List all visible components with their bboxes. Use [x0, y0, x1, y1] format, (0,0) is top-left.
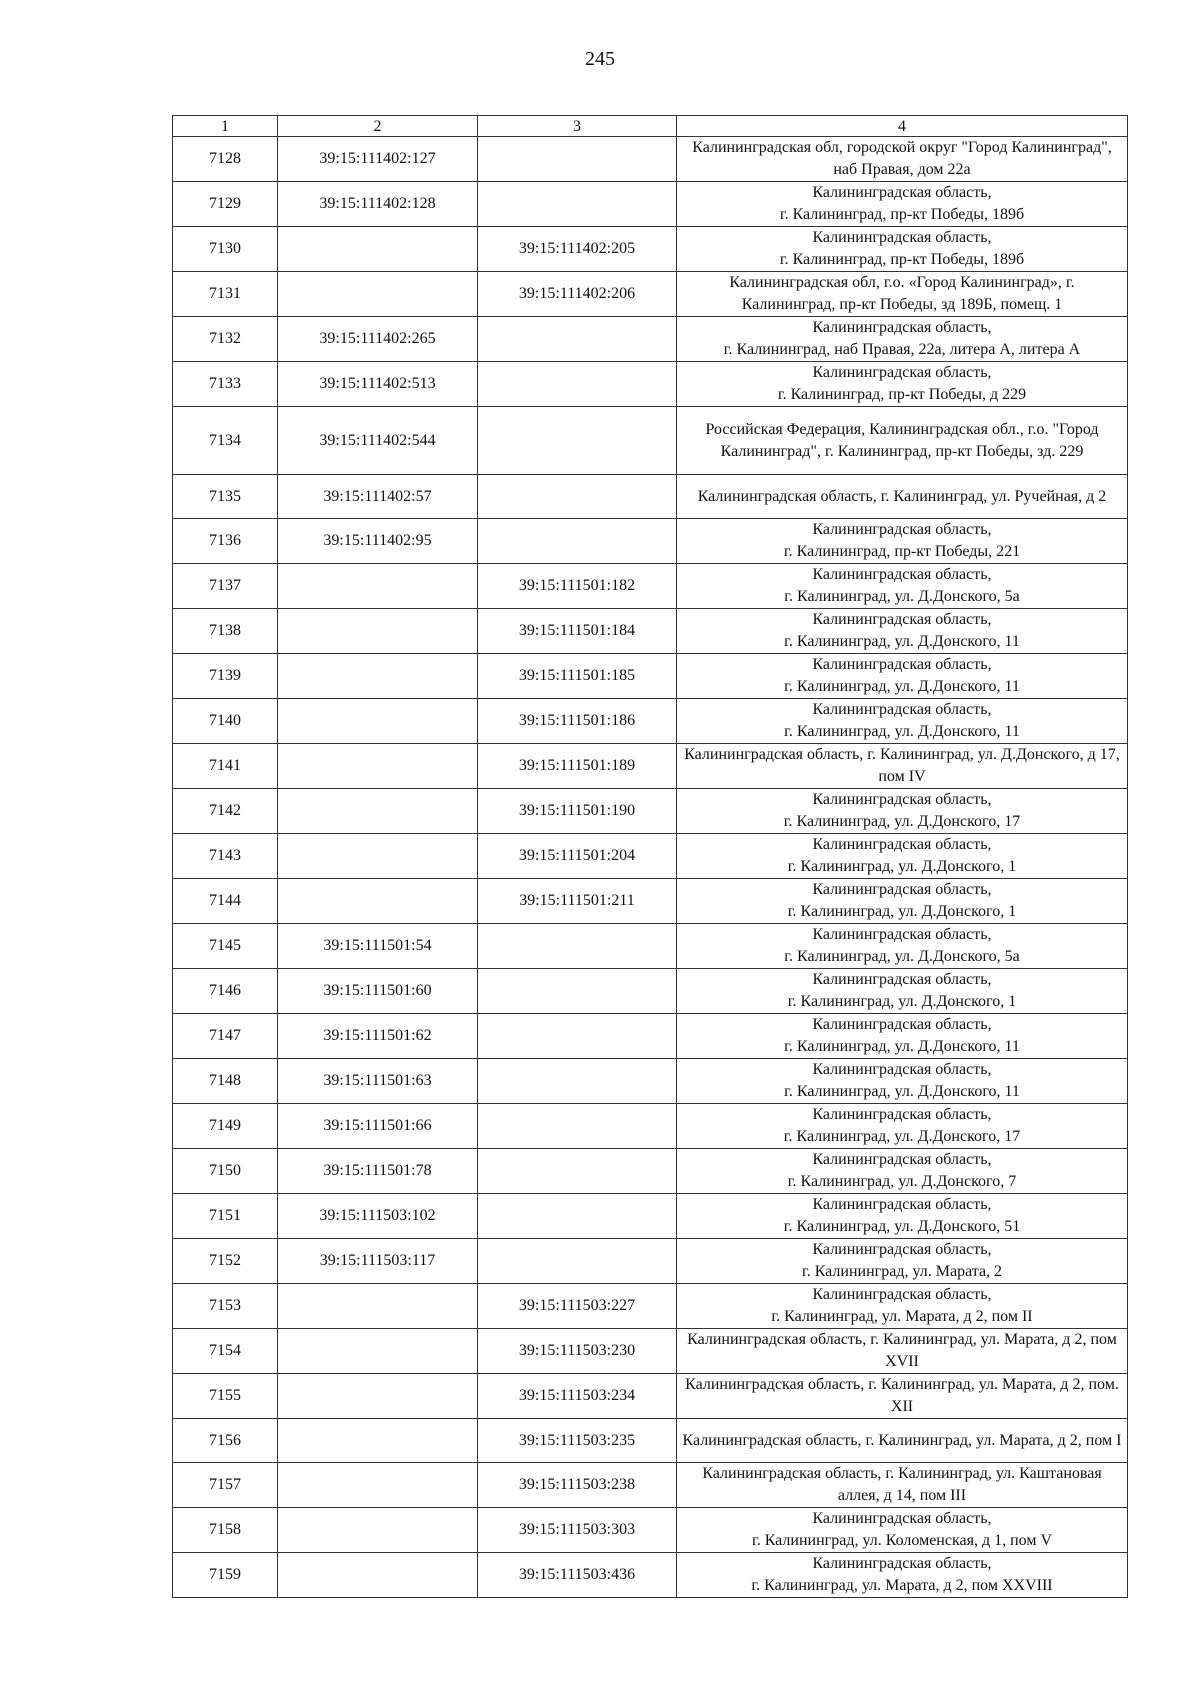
row-number-cell: 7139 [173, 654, 278, 699]
land-cadastral-cell [278, 1463, 478, 1508]
building-cadastral-cell: 39:15:111501:190 [478, 789, 677, 834]
address-cell: Калининградская область, г. Калининград, пр-кт Победы, 189б [677, 227, 1128, 272]
address-cell: Калининградская область, г. Калининград, ул. Д.Донского, 51 [677, 1194, 1128, 1239]
building-cadastral-cell [478, 969, 677, 1014]
row-number-cell: 7153 [173, 1284, 278, 1329]
building-cadastral-cell: 39:15:111501:211 [478, 879, 677, 924]
address-cell: Калининградская область, г. Калининград, ул. Д.Донского, 5а [677, 564, 1128, 609]
land-cadastral-cell [278, 654, 478, 699]
address-cell: Калининградская область, г. Калининград, ул. Д.Донского, 11 [677, 699, 1128, 744]
table-row [173, 137, 1128, 182]
address-cell: Калининградская область, г. Калининград, ул. Марата, д 2, пом XXVIII [677, 1553, 1128, 1598]
table-row [173, 1553, 1128, 1598]
land-cadastral-cell: 39:15:111501:78 [278, 1149, 478, 1194]
land-cadastral-cell: 39:15:111402:127 [278, 137, 478, 182]
building-cadastral-cell: 39:15:111503:230 [478, 1329, 677, 1374]
table-row [173, 969, 1128, 1014]
building-cadastral-cell: 39:15:111402:206 [478, 272, 677, 317]
land-cadastral-cell: 39:15:111501:62 [278, 1014, 478, 1059]
table-row [173, 1239, 1128, 1284]
row-number-cell: 7129 [173, 182, 278, 227]
address-cell: Калининградская область, г. Калининград, ул. Д.Донского, 5а [677, 924, 1128, 969]
table-row [173, 699, 1128, 744]
address-cell: Калининградская область, г. Калининград, ул. Марата, д 2, пом II [677, 1284, 1128, 1329]
table-row [173, 317, 1128, 362]
address-cell: Калининградская область, г. Калининград, ул. Д.Донского, 17 [677, 789, 1128, 834]
table-row [173, 1329, 1128, 1374]
land-cadastral-cell [278, 699, 478, 744]
address-cell: Калининградская обл, г.о. «Город Калининград», г. Калининград, пр-кт Победы, зд 189Б, помещ. 1 [677, 272, 1128, 317]
table-row [173, 1194, 1128, 1239]
table-row [173, 1014, 1128, 1059]
row-number-cell: 7154 [173, 1329, 278, 1374]
building-cadastral-cell: 39:15:111503:234 [478, 1374, 677, 1419]
row-number-cell: 7140 [173, 699, 278, 744]
row-number-cell: 7137 [173, 564, 278, 609]
row-number-cell: 7134 [173, 407, 278, 475]
building-cadastral-cell [478, 1194, 677, 1239]
row-number-cell: 7143 [173, 834, 278, 879]
table-row [173, 1284, 1128, 1329]
land-cadastral-cell [278, 744, 478, 789]
table-row [173, 1508, 1128, 1553]
row-number-cell: 7146 [173, 969, 278, 1014]
land-cadastral-cell: 39:15:111402:95 [278, 519, 478, 564]
land-cadastral-cell [278, 227, 478, 272]
building-cadastral-cell [478, 1104, 677, 1149]
building-cadastral-cell: 39:15:111501:186 [478, 699, 677, 744]
row-number-cell: 7130 [173, 227, 278, 272]
building-cadastral-cell [478, 182, 677, 227]
header-col-2: 2 [278, 116, 478, 137]
building-cadastral-cell: 39:15:111501:204 [478, 834, 677, 879]
row-number-cell: 7156 [173, 1419, 278, 1463]
address-cell: Калининградская область, г. Калининград, наб Правая, 22а, литера А, литера А [677, 317, 1128, 362]
row-number-cell: 7141 [173, 744, 278, 789]
building-cadastral-cell [478, 317, 677, 362]
building-cadastral-cell [478, 407, 677, 475]
address-cell: Российская Федерация, Калининградская обл., г.о. "Город Калининград", г. Калининград, пр-кт Победы, зд. 229 [677, 407, 1128, 475]
building-cadastral-cell: 39:15:111501:185 [478, 654, 677, 699]
land-cadastral-cell [278, 1553, 478, 1598]
row-number-cell: 7132 [173, 317, 278, 362]
land-cadastral-cell [278, 1374, 478, 1419]
row-number-cell: 7133 [173, 362, 278, 407]
building-cadastral-cell [478, 1014, 677, 1059]
land-cadastral-cell [278, 879, 478, 924]
table-row [173, 609, 1128, 654]
row-number-cell: 7145 [173, 924, 278, 969]
row-number-cell: 7136 [173, 519, 278, 564]
address-cell: Калининградская область, г. Калининград, ул. Д.Донского, 11 [677, 1059, 1128, 1104]
table-row [173, 182, 1128, 227]
table-row [173, 1059, 1128, 1104]
land-cadastral-cell [278, 1508, 478, 1553]
building-cadastral-cell: 39:15:111501:182 [478, 564, 677, 609]
address-cell: Калининградская область, г. Калининград, ул. Д.Донского, 17 [677, 1104, 1128, 1149]
row-number-cell: 7155 [173, 1374, 278, 1419]
row-number-cell: 7144 [173, 879, 278, 924]
land-cadastral-cell: 39:15:111402:57 [278, 475, 478, 519]
row-number-cell: 7128 [173, 137, 278, 182]
building-cadastral-cell [478, 1239, 677, 1284]
table-row [173, 227, 1128, 272]
row-number-cell: 7151 [173, 1194, 278, 1239]
address-cell: Калининградская область, г. Калининград, ул. Д.Донского, д 17, пом IV [677, 744, 1128, 789]
land-cadastral-cell [278, 789, 478, 834]
table-row [173, 1374, 1128, 1419]
table-row [173, 789, 1128, 834]
row-number-cell: 7138 [173, 609, 278, 654]
row-number-cell: 7158 [173, 1508, 278, 1553]
table-row [173, 834, 1128, 879]
address-cell: Калининградская область, г. Калининград, пр-кт Победы, 189б [677, 182, 1128, 227]
header-col-3: 3 [478, 116, 677, 137]
land-cadastral-cell: 39:15:111501:66 [278, 1104, 478, 1149]
address-cell: Калининградская область, г. Калининград, пр-кт Победы, д 229 [677, 362, 1128, 407]
building-cadastral-cell: 39:15:111501:189 [478, 744, 677, 789]
table-row [173, 1463, 1128, 1508]
row-number-cell: 7147 [173, 1014, 278, 1059]
address-cell: Калининградская область, г. Калининград, ул. Марата, д 2, пом I [677, 1419, 1128, 1463]
land-cadastral-cell [278, 272, 478, 317]
building-cadastral-cell [478, 924, 677, 969]
building-cadastral-cell: 39:15:111503:436 [478, 1553, 677, 1598]
building-cadastral-cell: 39:15:111402:205 [478, 227, 677, 272]
land-cadastral-cell: 39:15:111402:265 [278, 317, 478, 362]
address-cell: Калининградская область, г. Калининград, ул. Д.Донского, 1 [677, 834, 1128, 879]
building-cadastral-cell [478, 1149, 677, 1194]
building-cadastral-cell [478, 137, 677, 182]
land-cadastral-cell: 39:15:111503:102 [278, 1194, 478, 1239]
row-number-cell: 7149 [173, 1104, 278, 1149]
land-cadastral-cell: 39:15:111501:63 [278, 1059, 478, 1104]
table-row [173, 1149, 1128, 1194]
address-cell: Калининградская область, г. Калининград, ул. Ручейная, д 2 [677, 475, 1128, 519]
land-cadastral-cell [278, 1284, 478, 1329]
address-cell: Калининградская область, г. Калининград, пр-кт Победы, 221 [677, 519, 1128, 564]
row-number-cell: 7150 [173, 1149, 278, 1194]
land-cadastral-cell [278, 564, 478, 609]
land-cadastral-cell: 39:15:111501:60 [278, 969, 478, 1014]
table-row [173, 407, 1128, 475]
land-cadastral-cell [278, 834, 478, 879]
land-cadastral-cell: 39:15:111501:54 [278, 924, 478, 969]
building-cadastral-cell [478, 475, 677, 519]
address-cell: Калининградская область, г. Калининград, ул. Марата, д 2, пом. XII [677, 1374, 1128, 1419]
land-cadastral-cell: 39:15:111402:128 [278, 182, 478, 227]
building-cadastral-cell: 39:15:111503:227 [478, 1284, 677, 1329]
land-cadastral-cell [278, 1329, 478, 1374]
row-number-cell: 7142 [173, 789, 278, 834]
table-row [173, 272, 1128, 317]
table-row [173, 924, 1128, 969]
table-row [173, 519, 1128, 564]
row-number-cell: 7135 [173, 475, 278, 519]
address-cell: Калининградская область, г. Калининград, ул. Д.Донского, 11 [677, 1014, 1128, 1059]
building-cadastral-cell: 39:15:111503:235 [478, 1419, 677, 1463]
table-row [173, 362, 1128, 407]
row-number-cell: 7157 [173, 1463, 278, 1508]
building-cadastral-cell: 39:15:111501:184 [478, 609, 677, 654]
table-row [173, 879, 1128, 924]
table-row [173, 1419, 1128, 1463]
building-cadastral-cell [478, 362, 677, 407]
land-cadastral-cell: 39:15:111402:544 [278, 407, 478, 475]
header-col-1: 1 [173, 116, 278, 137]
address-cell: Калининградская область, г. Калининград, ул. Д.Донского, 1 [677, 879, 1128, 924]
address-cell: Калининградская обл, городской округ "Город Калининград", наб Правая, дом 22а [677, 137, 1128, 182]
building-cadastral-cell [478, 519, 677, 564]
row-number-cell: 7152 [173, 1239, 278, 1284]
land-cadastral-cell: 39:15:111402:513 [278, 362, 478, 407]
table-row [173, 654, 1128, 699]
header-col-4: 4 [677, 116, 1128, 137]
address-cell: Калининградская область, г. Калининград, ул. Д.Донского, 11 [677, 654, 1128, 699]
table-header [173, 116, 1128, 137]
land-cadastral-cell: 39:15:111503:117 [278, 1239, 478, 1284]
address-cell: Калининградская область, г. Калининград, ул. Каштановая аллея, д 14, пом III [677, 1463, 1128, 1508]
registry-table [172, 115, 1128, 1598]
address-cell: Калининградская область, г. Калининград, ул. Д.Донского, 1 [677, 969, 1128, 1014]
address-cell: Калининградская область, г. Калининград, ул. Д.Донского, 7 [677, 1149, 1128, 1194]
address-cell: Калининградская область, г. Калининград, ул. Д.Донского, 11 [677, 609, 1128, 654]
row-number-cell: 7131 [173, 272, 278, 317]
header-row [173, 116, 1128, 137]
page-number: 245 [585, 48, 615, 70]
table-row [173, 475, 1128, 519]
row-number-cell: 7159 [173, 1553, 278, 1598]
building-cadastral-cell: 39:15:111503:238 [478, 1463, 677, 1508]
row-number-cell: 7148 [173, 1059, 278, 1104]
address-cell: Калининградская область, г. Калининград, ул. Марата, д 2, пом XVII [677, 1329, 1128, 1374]
table-row [173, 744, 1128, 789]
address-cell: Калининградская область, г. Калининград, ул. Марата, 2 [677, 1239, 1128, 1284]
table-row [173, 1104, 1128, 1149]
table-body [173, 137, 1128, 1598]
table-row [173, 564, 1128, 609]
address-cell: Калининградская область, г. Калининград, ул. Коломенская, д 1, пом V [677, 1508, 1128, 1553]
land-cadastral-cell [278, 609, 478, 654]
land-cadastral-cell [278, 1419, 478, 1463]
building-cadastral-cell [478, 1059, 677, 1104]
building-cadastral-cell: 39:15:111503:303 [478, 1508, 677, 1553]
